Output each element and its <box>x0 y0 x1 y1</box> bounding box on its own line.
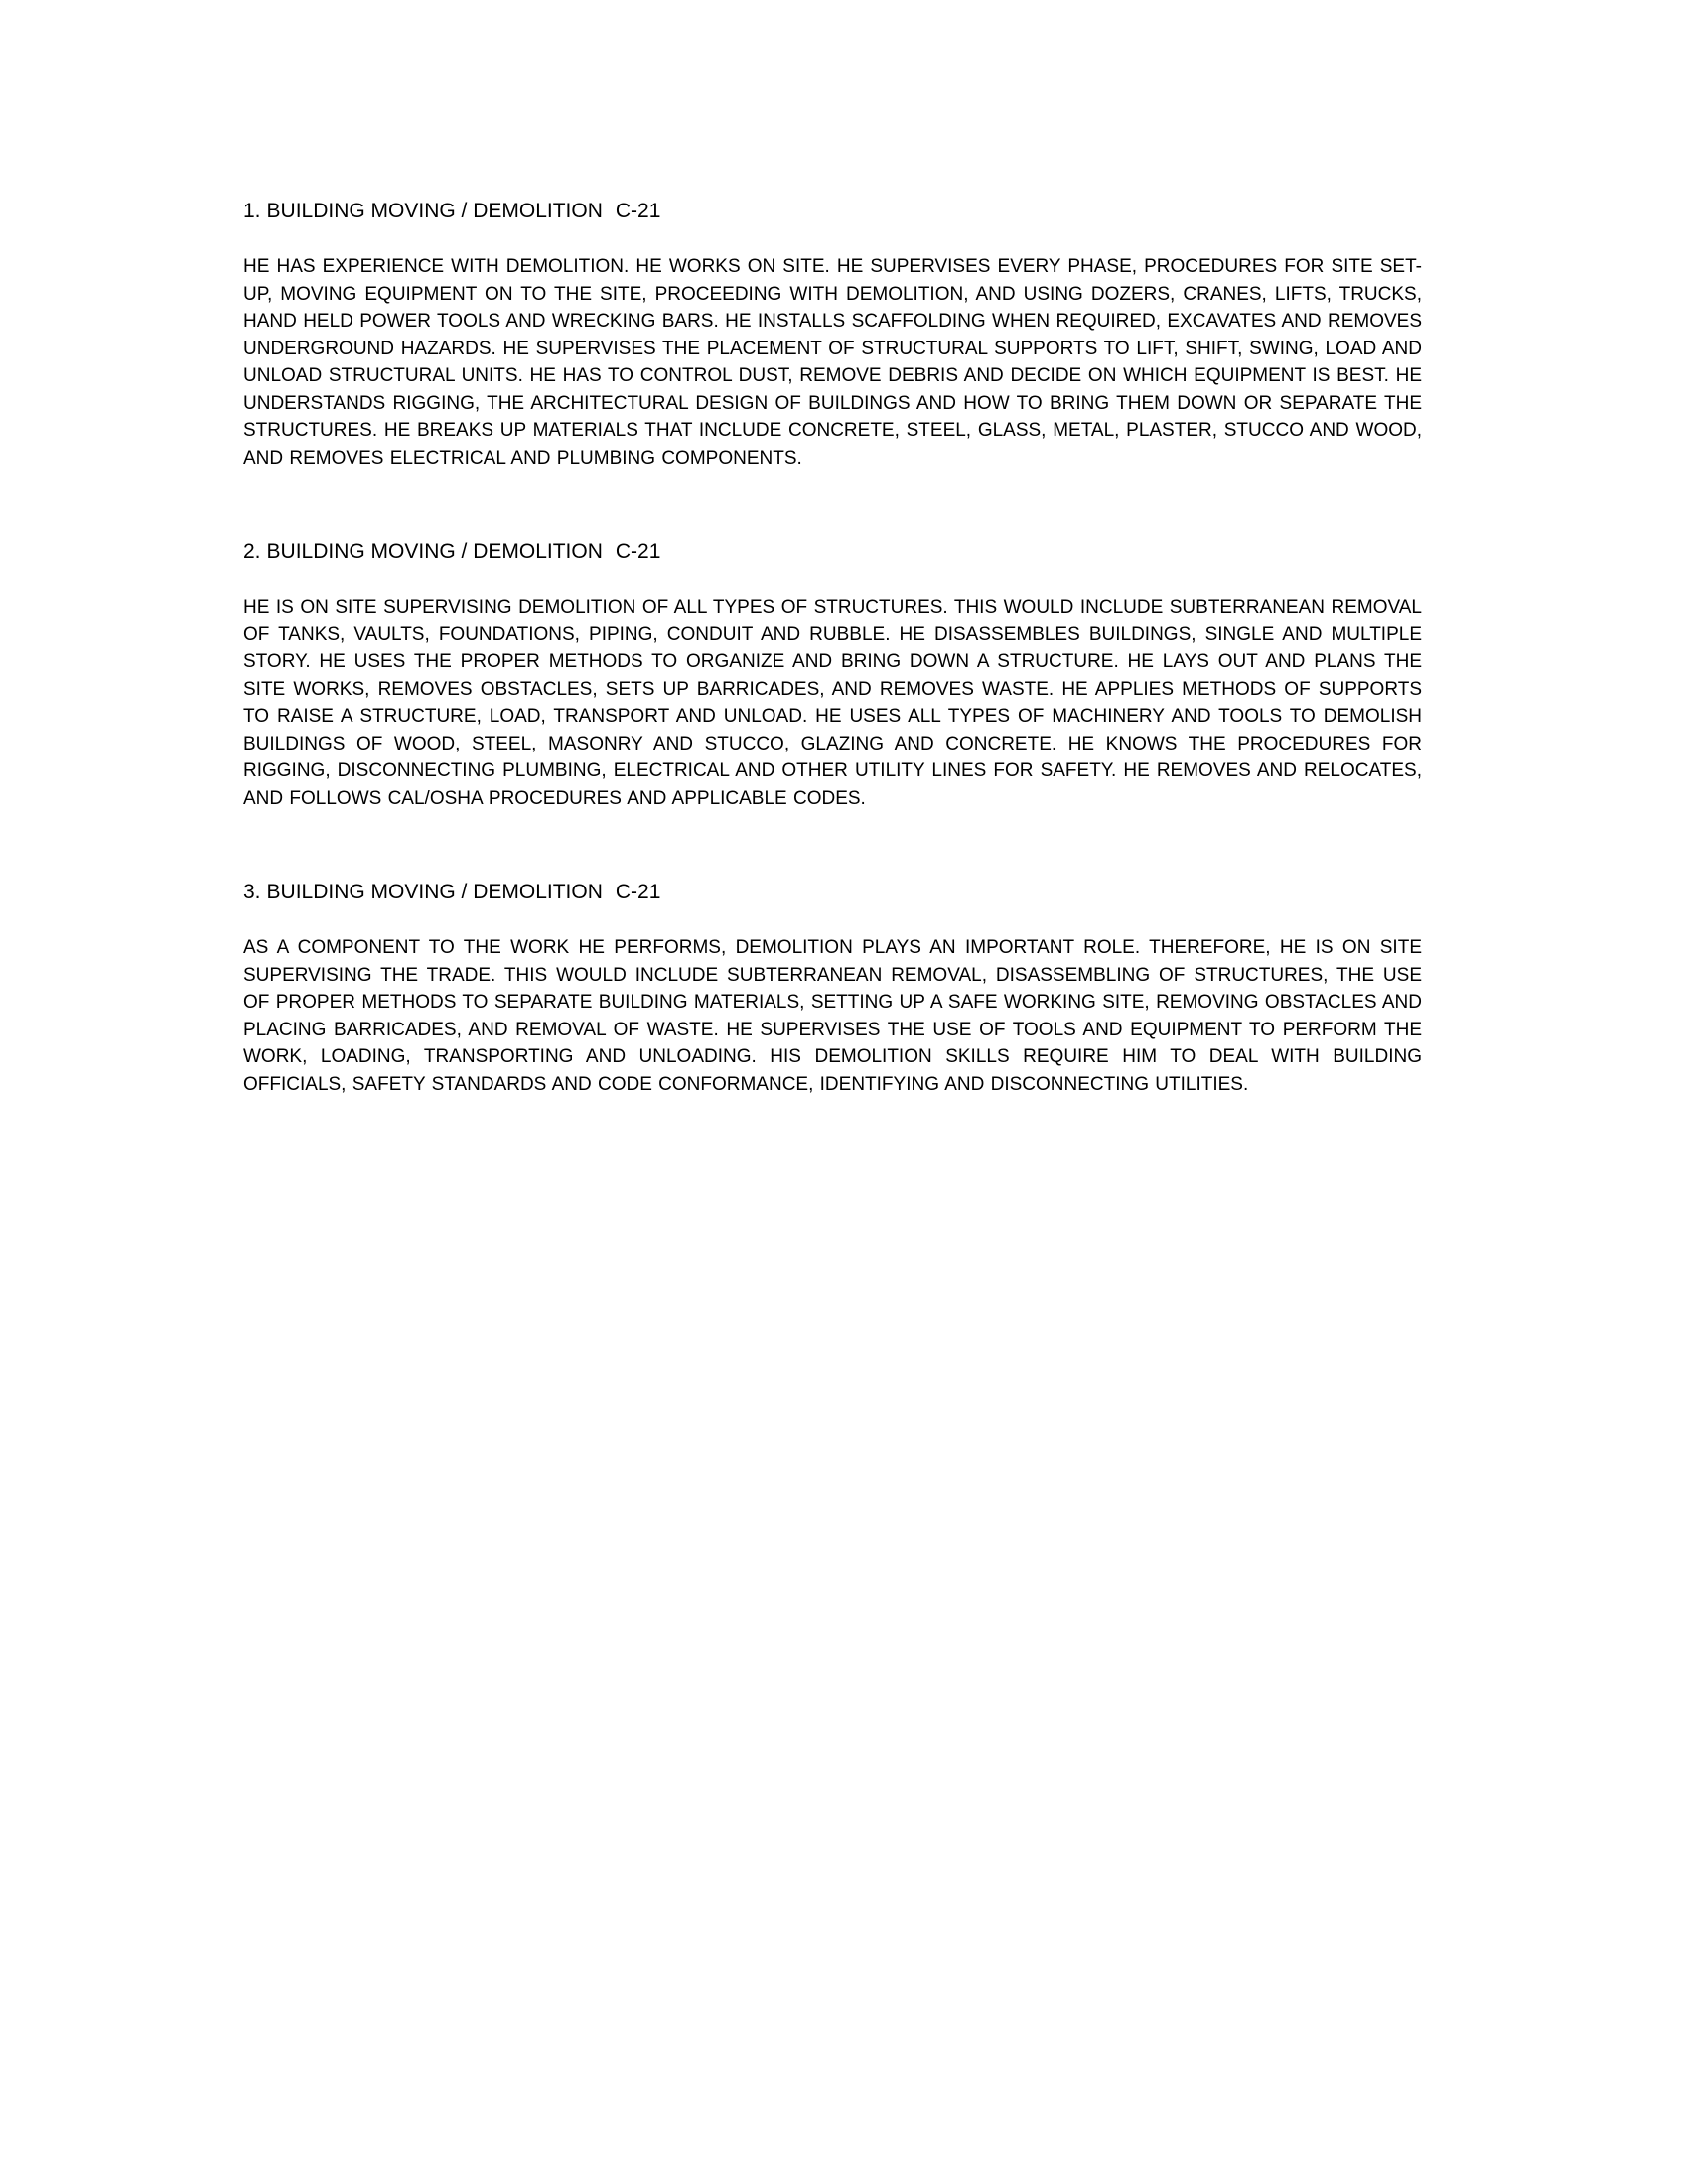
section-2-title: BUILDING MOVING / DEMOLITION <box>266 540 603 563</box>
section-3-number: 3. <box>243 881 261 903</box>
section-1-heading <box>243 197 1422 226</box>
section-3 <box>243 878 1422 1098</box>
section-1-title: BUILDING MOVING / DEMOLITION <box>266 200 603 222</box>
section-2-number: 2. <box>243 540 261 563</box>
section-1-code: C-21 <box>615 200 661 222</box>
section-2 <box>243 537 1422 812</box>
section-1-number: 1. <box>243 200 261 222</box>
section-2-code: C-21 <box>615 540 661 563</box>
section-3-title: BUILDING MOVING / DEMOLITION <box>266 881 603 903</box>
section-3-heading <box>243 878 1422 907</box>
section-1 <box>243 197 1422 472</box>
section-1-body: HE HAS EXPERIENCE WITH DEMOLITION. HE WORKS ON SITE. HE SUPERVISES EVERY PHASE, PROCEDURES FOR SITE SET-UP, MOVING EQUIPMENT ON TO THE SITE, PROCEEDING WITH DEMOLITION, AND USING DOZERS, CRANES, LIFTS, TRUCKS, HAND HELD POWER TOOLS AND WRECKING BARS. HE INSTALLS SCAFFOLDING WHEN REQUIRED, EXCAVATES AND REMOVES UNDERGROUND HAZARDS. HE SUPERVISES THE PLACEMENT OF STRUCTURAL SUPPORTS TO LIFT, SHIFT, SWING, LOAD AND UNLOAD STRUCTURAL UNITS. HE HAS TO CONTROL DUST, REMOVE DEBRIS AND DECIDE ON WHICH EQUIPMENT IS BEST. HE UNDERSTANDS RIGGING, THE ARCHITECTURAL DESIGN OF BUILDINGS AND HOW TO BRING THEM DOWN OR SEPARATE THE STRUCTURES. HE BREAKS UP MATERIALS THAT INCLUDE CONCRETE, STEEL, GLASS, METAL, PLASTER, STUCCO AND WOOD, AND REMOVES ELECTRICAL AND PLUMBING COMPONENTS. <box>243 256 1422 469</box>
section-3-code: C-21 <box>615 881 661 903</box>
section-3-body: AS A COMPONENT TO THE WORK HE PERFORMS, DEMOLITION PLAYS AN IMPORTANT ROLE. THEREFORE, HE IS ON SITE SUPERVISING THE TRADE. THIS WOULD INCLUDE SUBTERRANEAN REMOVAL, DISASSEMBLING OF STRUCTURES, THE USE OF PROPER METHODS TO SEPARATE BUILDING MATERIALS, SETTING UP A SAFE WORKING SITE, REMOVING OBSTACLES AND PLACING BARRICADES, AND REMOVAL OF WASTE. HE SUPERVISES THE USE OF TOOLS AND EQUIPMENT TO PERFORM THE WORK, LOADING, TRANSPORTING AND UNLOADING. HIS DEMOLITION SKILLS REQUIRE HIM TO DEAL WITH BUILDING OFFICIALS, SAFETY STANDARDS AND CODE CONFORMANCE, IDENTIFYING AND DISCONNECTING UTILITIES. <box>243 937 1422 1095</box>
section-2-heading <box>243 537 1422 567</box>
section-2-body: HE IS ON SITE SUPERVISING DEMOLITION OF ALL TYPES OF STRUCTURES. THIS WOULD INCLUDE SUBTERRANEAN REMOVAL OF TANKS, VAULTS, FOUNDATIONS, PIPING, CONDUIT AND RUBBLE. HE DISASSEMBLES BUILDINGS, SINGLE AND MULTIPLE STORY. HE USES THE PROPER METHODS TO ORGANIZE AND BRING DOWN A STRUCTURE. HE LAYS OUT AND PLANS THE SITE WORKS, REMOVES OBSTACLES, SETS UP BARRICADES, AND REMOVES WASTE. HE APPLIES METHODS OF SUPPORTS TO RAISE A STRUCTURE, LOAD, TRANSPORT AND UNLOAD. HE USES ALL TYPES OF MACHINERY AND TOOLS TO DEMOLISH BUILDINGS OF WOOD, STEEL, MASONRY AND STUCCO, GLAZING AND CONCRETE. HE KNOWS THE PROCEDURES FOR RIGGING, DISCONNECTING PLUMBING, ELECTRICAL AND OTHER UTILITY LINES FOR SAFETY. HE REMOVES AND RELOCATES, AND FOLLOWS CAL/OSHA PROCEDURES AND APPLICABLE CODES. <box>243 597 1422 809</box>
